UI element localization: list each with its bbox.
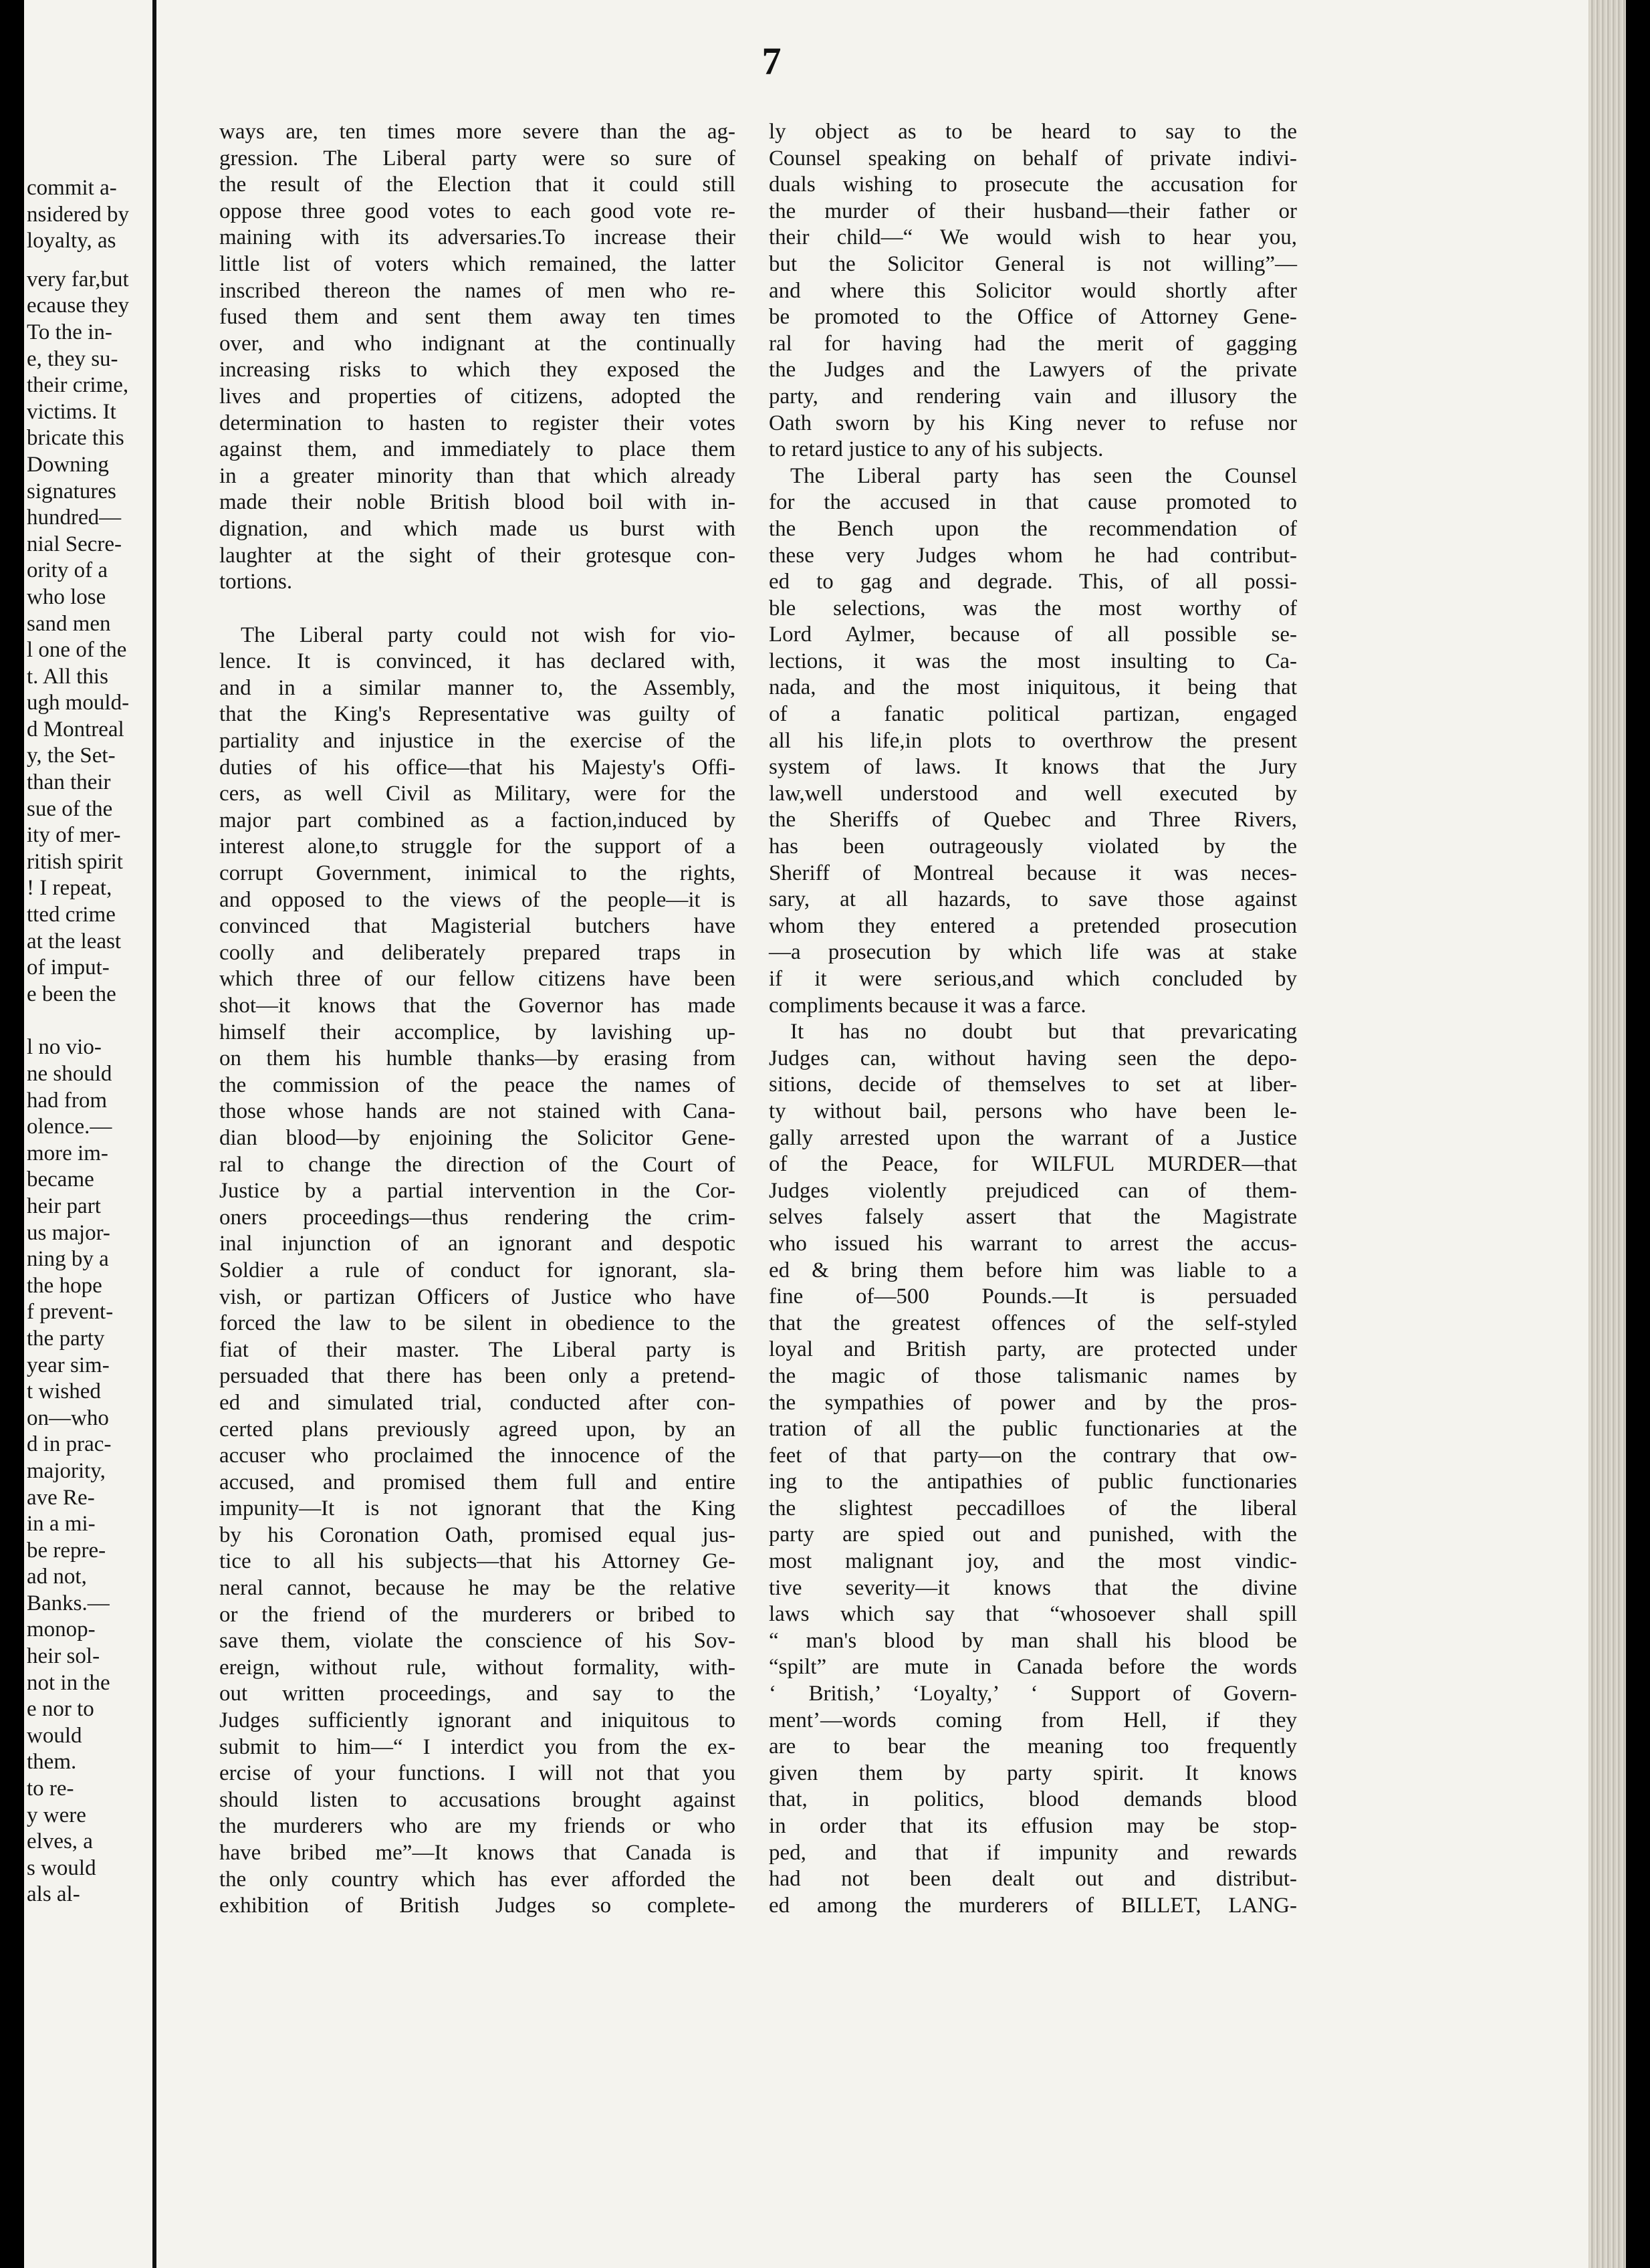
fragment-line: of imput- [27,955,110,980]
paragraph-line: shot—it knows that the Governor has made [219,994,735,1018]
page-number: 7 [761,39,782,83]
fragment-line: heir sol- [27,1644,100,1669]
paragraph-line: ment’—words coming from Hell, if they [769,1708,1297,1732]
paragraph-line: dian blood—by enjoining the Solicitor Gene- [219,1125,735,1150]
fragment-line: e been the [27,982,116,1006]
fragment-line: y were [27,1803,86,1827]
fragment-line: heir part [27,1194,101,1218]
paragraph-line: party, and rendering vain and illusory the [769,384,1297,409]
paragraph-line: given them by party spirit. It knows [769,1761,1297,1785]
paragraph-line: have bribed me”—It knows that Canada is [219,1841,735,1865]
paragraph-line: Soldier a rule of conduct for ignorant, sla- [219,1258,735,1282]
paragraph-line: sary, at all hazards, to save those against [769,887,1297,912]
paragraph-line: ly object as to be heard to say to the [769,120,1297,144]
fragment-line: sand men [27,611,111,636]
paragraph-line: loyal and British party, are protected under [769,1337,1297,1362]
paragraph-line: cers, as well Civil as Military, were for the [219,782,735,806]
fragment-line: at the least [27,929,122,953]
paragraph-line: duals wishing to prosecute the accusation for [769,173,1297,197]
fragment-line: the hope [27,1273,102,1298]
paragraph-line: that, in politics, blood demands blood [769,1787,1297,1812]
fragment-line: more im- [27,1141,108,1165]
paragraph-line: The Liberal party has seen the Counsel [790,463,1297,488]
paragraph-line: of the Peace, for WILFUL MURDER—that [769,1152,1297,1177]
fragment-line: than their [27,770,111,795]
paragraph-line: himself their accomplice, by lavishing up- [219,1020,735,1044]
fragment-line: ority of a [27,558,108,583]
paragraph-line: fine of—500 Pounds.—It is persuaded [769,1284,1297,1309]
paragraph-line: tortions. [219,570,293,594]
paragraph-line: ercise of your functions. I will not that you [219,1761,735,1786]
paragraph-line: and opposed to the views of the people—it is [219,887,735,912]
paragraph-line: fused them and sent them away ten times [219,305,735,330]
fragment-line: bricate this [27,426,124,451]
paragraph-line: the Judges and the Lawyers of the private [769,358,1297,382]
paragraph-line: the commission of the peace the names of [219,1072,735,1097]
fragment-line: ity of mer- [27,823,121,848]
paragraph-line: in a greater minority than that which already [219,463,735,488]
fragment-line: us major- [27,1220,110,1245]
fragment-line: tted crime [27,903,116,927]
fragment-line: l one of the [27,638,127,663]
fragment-line: on—who [27,1405,109,1430]
paragraph-line: convinced that Magisterial butchers have [219,914,735,939]
paragraph-line: coolly and deliberately prepared traps in [219,940,735,965]
paragraph-line: ‘ British,’ ‘Loyalty,’ ‘ Support of Govern- [769,1682,1297,1706]
paragraph-line: these very Judges whom he had contribut- [769,543,1297,568]
paragraph-line: most malignant joy, and the most vindic- [769,1549,1297,1574]
fragment-line: would [27,1723,82,1748]
paragraph-line: partiality and injustice in the exercise of the [219,729,735,754]
paragraph-line: “ man's blood by man shall his blood be [769,1628,1297,1653]
paragraph-line: ed & bring them before him was liable to a [769,1258,1297,1282]
newspaper-page [24,0,1618,2268]
paragraph-line: determination to hasten to register their votes [219,411,735,435]
fragment-line: loyalty, as [27,229,116,253]
paragraph-line: be promoted to the Office of Attorney Gene- [769,305,1297,330]
fragment-line: ! I repeat, [27,876,112,901]
paragraph-line: laughter at the sight of their grotesque con- [219,543,735,568]
paragraph-line: ed among the murderers of BILLET, LANG- [769,1893,1297,1918]
fragment-line: hundred— [27,505,122,530]
fragment-line: e, they su- [27,346,118,371]
fragment-line: in a mi- [27,1512,96,1537]
paragraph-line: by his Coronation Oath, promised equal jus- [219,1522,735,1547]
fragment-line: t. All this [27,664,108,689]
paragraph-line: —a prosecution by which life was at stake [769,940,1297,965]
paragraph-line: the Bench upon the recommendation of [769,516,1297,541]
fragment-line: ecause they [27,294,129,318]
paragraph-line: save them, violate the conscience of his Sov- [219,1629,735,1654]
paragraph-line: sitions, decide of themselves to set at liber- [769,1072,1297,1097]
paragraph-line: ped, and that if impunity and rewards [769,1840,1297,1865]
paragraph-line: their child—“ We would wish to hear you, [769,225,1297,250]
paragraph-line: lence. It is convinced, it has declared with, [219,649,735,674]
paragraph-line: submit to him—“ I interdict you from the ex- [219,1734,735,1759]
paragraph-line: ty without bail, persons who have been le- [769,1099,1297,1123]
fragment-line: ave Re- [27,1485,95,1510]
fragment-line: e nor to [27,1697,94,1722]
fragment-line: s would [27,1855,96,1880]
paragraph-line: that the greatest offences of the self-styled [769,1311,1297,1335]
paragraph-line: that the King's Representative was guilty of [219,702,735,727]
fragment-line: ritish spirit [27,849,123,874]
fragment-line: y, the Set- [27,744,116,768]
paragraph-line: dignation, and which made us burst with [219,516,735,541]
paragraph-line: Judges violently prejudiced can of them- [769,1178,1297,1203]
paragraph-line: the murder of their husband—their father or [769,199,1297,223]
fragment-line: nsidered by [27,202,130,227]
paragraph-line: Sheriff of Montreal because it was neces- [769,861,1297,885]
paragraph-line: tive severity—it knows that the divine [769,1575,1297,1600]
paragraph-line: ral to change the direction of the Court of [219,1152,735,1177]
fragment-line: ne should [27,1062,112,1086]
fragment-line: who lose [27,584,106,609]
paragraph-line: fiat of their master. The Liberal party is [219,1337,735,1362]
fragment-line: olence.— [27,1115,112,1139]
paragraph-line: little list of voters which remained, the latter [219,251,735,276]
paragraph-line: certed plans previously agreed upon, by an [219,1417,735,1442]
paragraph-line: neral cannot, because he may be the relative [219,1576,735,1601]
paragraph-line: nada, and the most iniquitous, it being that [769,675,1297,700]
fragment-line: t wished [27,1379,101,1404]
paragraph-line: had not been dealt out and distribut- [769,1867,1297,1892]
paragraph-line: out written proceedings, and say to the [219,1682,735,1706]
fragment-line: very far,but [27,267,129,292]
fragment-line: l no vio- [27,1035,102,1060]
fragment-line: the party [27,1326,105,1351]
fragment-line: To the in- [27,320,112,344]
fragment-line: them. [27,1750,77,1775]
paragraph-line: gression. The Liberal party were so sure of [219,146,735,171]
fragment-line: be repre- [27,1538,106,1563]
paragraph-line: ral for having had the merit of gagging [769,331,1297,356]
paragraph-line: all his life,in plots to overthrow the present [769,728,1297,753]
fragment-line: became [27,1167,94,1192]
paragraph-line: feet of that party—on the contrary that ow- [769,1443,1297,1468]
paragraph-line: inscribed thereon the names of men who re- [219,278,735,303]
paragraph-line: system of laws. It knows that the Jury [769,755,1297,780]
paragraph-line: oppose three good votes to each good vote re- [219,199,735,223]
column-rule [152,0,156,2268]
paragraph-line: Counsel speaking on behalf of private indivi- [769,146,1297,171]
fragment-line: als al- [27,1882,80,1907]
paragraph-line: inal injunction of an ignorant and despotic [219,1232,735,1256]
paragraph-line: ed to gag and degrade. This, of all possi- [769,570,1297,594]
paragraph-line: on them his humble thanks—by erasing from [219,1046,735,1071]
paragraph-line: tration of all the public functionaries at the [769,1417,1297,1442]
paragraph-line: party are spied out and punished, with the [769,1522,1297,1547]
paragraph-line: should listen to accusations brought against [219,1787,735,1812]
paragraph-line: for the accused in that cause promoted to [769,490,1297,515]
paragraph-line: interest alone,to struggle for the support of a [219,834,735,859]
fragment-line: ad not, [27,1565,87,1589]
fragment-line: their crime, [27,373,129,398]
paragraph-line: Judges sufficiently ignorant and iniquitous to [219,1708,735,1733]
fragment-line: had from [27,1088,108,1113]
center-column [218,119,737,1920]
fragment-line: ugh mould- [27,691,130,715]
paragraph-line: those whose hands are not stained with Cana- [219,1099,735,1124]
fragment-line: not in the [27,1670,110,1695]
paragraph-line: accuser who proclaimed the innocence of the [219,1444,735,1468]
fragment-line: elves, a [27,1829,93,1854]
paragraph-line: The Liberal party could not wish for vio- [241,622,735,647]
paragraph-line: ble selections, was the most worthy of [769,596,1297,620]
paragraph-line: maining with its adversaries.To increase their [219,225,735,250]
paragraph-line: major part combined as a faction,induced by [219,808,735,832]
fragment-line: Downing [27,452,109,477]
paragraph-line: the sympathies of power and by the pros- [769,1390,1297,1415]
paragraph-line: duties of his office—that his Majesty's Offi- [219,755,735,780]
paragraph-line: accused, and promised them full and entire [219,1470,735,1494]
left-fragment-column [27,175,160,1908]
paragraph-line: forced the law to be silent in obedience to the [219,1311,735,1336]
paragraph-line: It has no doubt but that prevaricating [790,1020,1297,1044]
paragraph-line: impunity—It is not ignorant that the King [219,1496,735,1521]
right-column [768,119,1298,1919]
fragment-line: monop- [27,1617,96,1642]
fragment-line: Banks.— [27,1591,110,1615]
paragraph-line: but the Solicitor General is not willing”— [769,251,1297,276]
paragraph-line: corrupt Government, inimical to the rights, [219,861,735,886]
paragraph-line: and where this Solicitor would shortly after [769,278,1297,303]
paragraph-line: Oath sworn by his King never to refuse nor [769,411,1297,435]
paragraph-line: Judges can, without having seen the depo- [769,1046,1297,1070]
paragraph-line: to retard justice to any of his subjects. [769,437,1104,462]
paragraph-line: vish, or partizan Officers of Justice who have [219,1284,735,1309]
paragraph-line: and in a similar manner to, the Assembly, [219,675,735,700]
paragraph-line: persuaded that there has been only a pretend- [219,1364,735,1389]
paragraph-line: laws which say that “whosoever shall spill [769,1602,1297,1627]
paragraph-line: ereign, without rule, without formality, with- [219,1655,735,1680]
paragraph-line: selves falsely assert that the Magistrate [769,1205,1297,1230]
paragraph-line: tice to all his subjects—that his Attorney Ge- [219,1549,735,1574]
fragment-line: ning by a [27,1247,109,1272]
paragraph-line: gally arrested upon the warrant of a Justice [769,1125,1297,1150]
paragraph-line: ways are, ten times more severe than the ag- [219,120,735,144]
paragraph-line: of a fanatic political partizan, engaged [769,702,1297,727]
fragment-line: d Montreal [27,717,124,742]
paragraph-line: the only country which has ever afforded the [219,1867,735,1892]
fragment-line: nial Secre- [27,532,122,556]
fragment-line: commit a- [27,176,117,200]
paragraph-line: against them, and immediately to place them [219,437,735,462]
paragraph-line: which three of our fellow citizens have been [219,967,735,992]
paragraph-line: the magic of those talismanic names by [769,1363,1297,1388]
paragraph-line: are to bear the meaning too frequently [769,1734,1297,1759]
fragment-line: f prevent- [27,1300,114,1325]
paragraph-line: whom they entered a pretended prosecution [769,913,1297,938]
paragraph-line: oners proceedings—thus rendering the crim- [219,1205,735,1230]
paragraph-line: if it were serious,and which concluded by [769,967,1297,991]
paragraph-line: lections, it was the most insulting to Ca- [769,649,1297,673]
paragraph-line: or the friend of the murderers or bribed to [219,1602,735,1627]
fragment-line: victims. It [27,399,116,424]
fragment-line: year sim- [27,1353,110,1377]
page-edge [1588,0,1626,2268]
paragraph-line: made their noble British blood boil with in- [219,490,735,515]
paragraph-line: ing to the antipathies of public functionaries [769,1470,1297,1494]
fragment-line: majority, [27,1458,106,1483]
fragment-line: sue of the [27,796,113,821]
paragraph-line: in order that its effusion may be stop- [769,1814,1297,1838]
paragraph-line: Justice by a partial intervention in the Cor- [219,1179,735,1204]
paragraph-line: “spilt” are mute in Canada before the words [769,1655,1297,1680]
paragraph-line: who issued his warrant to arrest the accus- [769,1231,1297,1256]
fragment-line: to re- [27,1777,74,1801]
paragraph-line: has been outrageously violated by the [769,834,1297,859]
paragraph-line: law,well understood and well executed by [769,781,1297,806]
paragraph-line: compliments because it was a farce. [769,993,1086,1018]
paragraph-line: exhibition of British Judges so complete- [219,1894,735,1918]
paragraph-line: the slightest peccadilloes of the liberal [769,1496,1297,1520]
fragment-line: signatures [27,479,116,503]
paragraph-line: the murderers who are my friends or who [219,1814,735,1839]
paragraph-line: lives and properties of citizens, adopted the [219,384,735,409]
paragraph-line: the Sheriffs of Quebec and Three Rivers, [769,808,1297,832]
paragraph-line: over, and who indignant at the continually [219,331,735,356]
paragraph-line: ed and simulated trial, conducted after con- [219,1390,735,1415]
paragraph-line: the result of the Election that it could still [219,173,735,197]
paragraph-line: increasing risks to which they exposed the [219,358,735,382]
paragraph-line: Lord Aylmer, because of all possible se- [769,622,1297,647]
fragment-line: d in prac- [27,1432,112,1457]
